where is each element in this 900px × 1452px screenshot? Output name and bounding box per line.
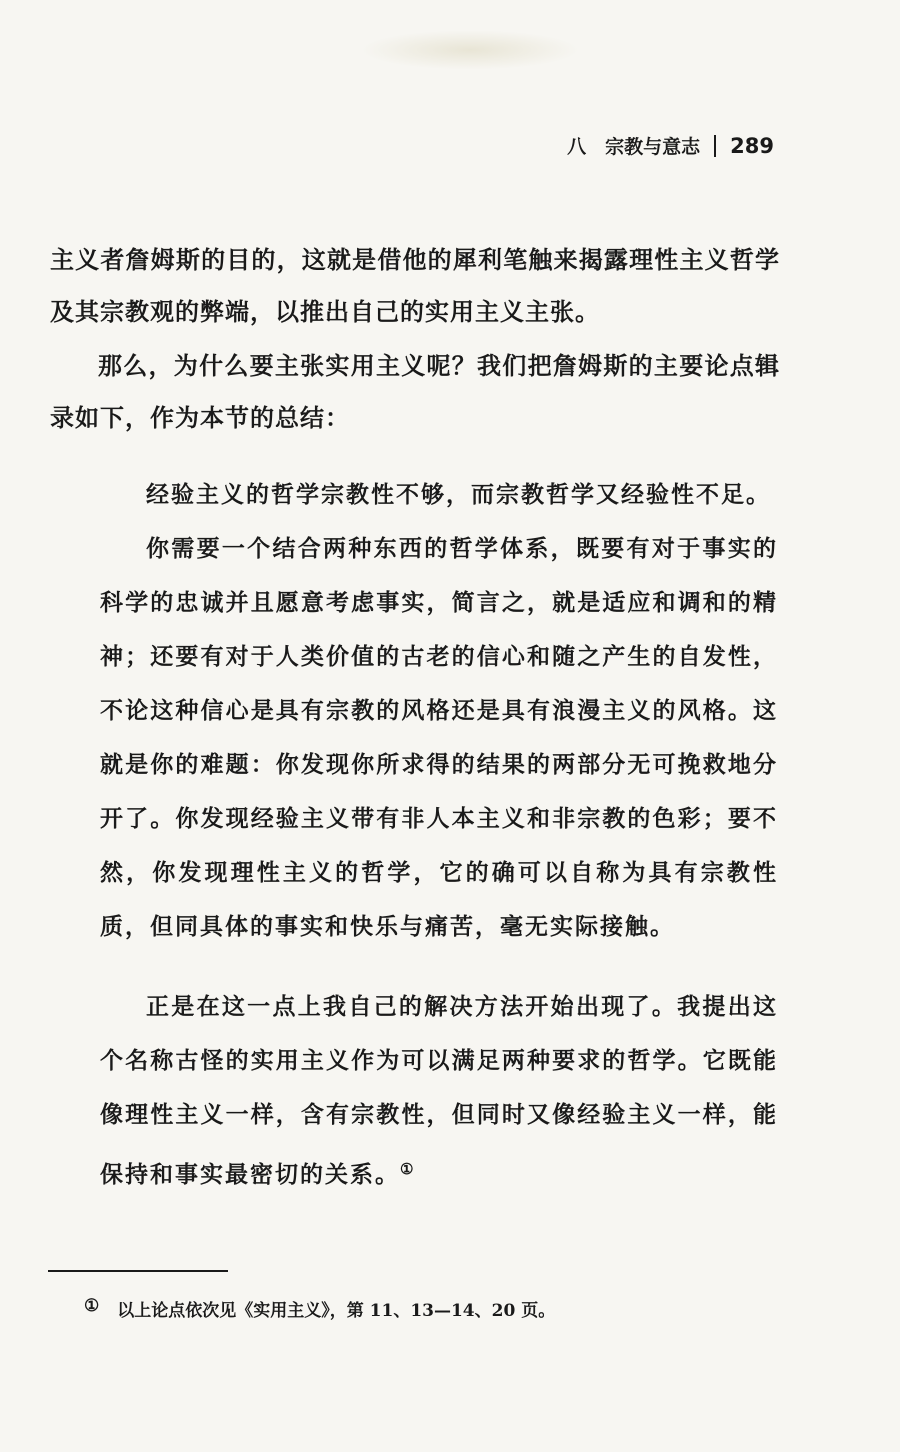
quote-text-wrapper: [100, 980, 778, 1202]
body-paragraph-1: [50, 234, 780, 338]
page-number: 289: [730, 133, 774, 158]
footnote-reference: ①: [400, 1160, 414, 1178]
quote-text: 经验主义的哲学宗教性不够，而宗教哲学又经验性不足。: [146, 481, 771, 508]
paragraph-text: 那么，为什么要主张实用主义呢？我们把詹姆斯的主要论点辑录如下，作为本节的总结：: [50, 351, 780, 432]
paragraph-text: 主义者詹姆斯的目的，这就是借他的犀利笔触来揭露理性主义哲学及其宗教观的弊端，以推出自己的实用主义主张。: [50, 245, 780, 326]
footnote-text: 以上论点依次见《实用主义》，第 11、13—14、20 页。: [117, 1301, 556, 1321]
paper-stain: [360, 30, 580, 70]
footnote: [84, 1296, 555, 1321]
quote-paragraph-2: [100, 522, 778, 954]
quote-paragraph-1: [100, 468, 778, 522]
footnote-marker: ①: [84, 1296, 100, 1316]
header-divider: [714, 135, 716, 157]
quote-text: 你需要一个结合两种东西的哲学体系，既要有对于事实的科学的忠诚并且愿意考虑事实，简言之，就是适应和调和的精神；还要有对于人类价值的古老的信心和随之产生的自发性，不论这种信心是具有宗教的风格还是具有浪漫主义的风格。这就是你的难题：你发现你所求得的结果的两部分无可挽救地分开了。你发现经验主义带有非人本主义和非宗教的色彩；要不然，你发现理性主义的哲学，它的确可以自称为具有宗教性质，但同具体的事实和快乐与痛苦，毫无实际接触。: [100, 535, 778, 940]
quote-text: 正是在这一点上我自己的解决方法开始出现了。我提出这个名称古怪的实用主义作为可以满足两种要求的哲学。它既能像理性主义一样，含有宗教性，但同时又像经验主义一样，能保持和事实最密切的关系。: [100, 993, 778, 1188]
body-paragraph-2: [50, 340, 780, 444]
running-header: [567, 132, 774, 159]
quote-paragraph-3: [100, 980, 778, 1202]
footnote-rule: [48, 1270, 228, 1272]
chapter-title: 八 宗教与意志: [567, 136, 701, 158]
